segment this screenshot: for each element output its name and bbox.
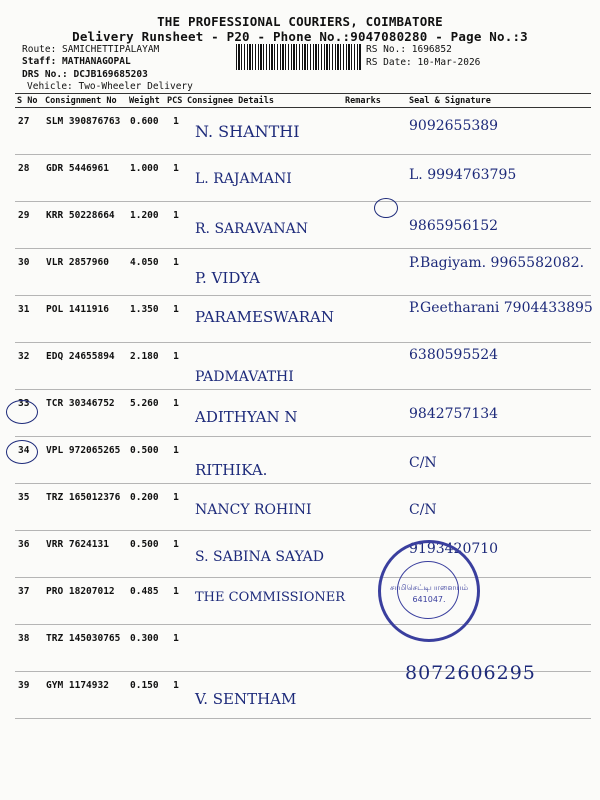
consignment-cell: GDR 5446961 bbox=[43, 155, 127, 202]
weight-cell: 4.050 bbox=[127, 249, 165, 296]
consignee-cell bbox=[185, 296, 343, 343]
consignee-handwriting: NANCY ROHINI bbox=[195, 502, 312, 518]
sno-cell: 29 bbox=[15, 202, 43, 249]
sno-cell: 33 bbox=[15, 390, 43, 437]
sno-cell: 30 bbox=[15, 249, 43, 296]
table-row bbox=[15, 296, 591, 343]
sno-cell: 38 bbox=[15, 625, 43, 672]
rs-date: RS Date: 10-Mar-2026 bbox=[366, 57, 481, 68]
consignee-cell bbox=[185, 343, 343, 390]
signature-handwriting: C/N bbox=[409, 502, 437, 518]
col-consignee: Consignee Details bbox=[185, 94, 343, 108]
consignee-cell bbox=[185, 531, 343, 578]
remarks-cell bbox=[343, 484, 395, 531]
weight-cell: 1.200 bbox=[127, 202, 165, 249]
signature-handwriting: P.Geetharani 7904433895 bbox=[409, 300, 593, 316]
consignment-cell: VRR 7624131 bbox=[43, 531, 127, 578]
consignment-cell: EDQ 24655894 bbox=[43, 343, 127, 390]
rs-number: RS No.: 1696852 bbox=[366, 44, 452, 55]
route-label: Route: SAMICHETTIPALAYAM bbox=[22, 44, 160, 55]
col-remarks: Remarks bbox=[343, 94, 395, 108]
signature-handwriting: 9193420710 bbox=[409, 541, 499, 557]
consignee-cell bbox=[185, 484, 343, 531]
signature-cell bbox=[395, 343, 591, 390]
barcode bbox=[236, 44, 361, 70]
pcs-cell: 1 bbox=[165, 343, 185, 390]
weight-cell: 0.200 bbox=[127, 484, 165, 531]
consignee-cell bbox=[185, 625, 343, 672]
consignee-cell bbox=[185, 249, 343, 296]
pcs-cell: 1 bbox=[165, 484, 185, 531]
col-signature: Seal & Signature bbox=[395, 94, 591, 108]
runsheet-table bbox=[15, 93, 591, 719]
handwritten-circle-34 bbox=[6, 400, 38, 424]
pcs-cell: 1 bbox=[165, 249, 185, 296]
remarks-cell bbox=[343, 672, 395, 719]
table-row bbox=[15, 578, 591, 625]
consignee-handwriting: PARAMESWARAN bbox=[195, 308, 335, 326]
consignee-cell bbox=[185, 672, 343, 719]
table-row bbox=[15, 484, 591, 531]
pcs-cell: 1 bbox=[165, 531, 185, 578]
weight-cell: 2.180 bbox=[127, 343, 165, 390]
remarks-cell bbox=[343, 437, 395, 484]
consignee-handwriting: PADMAVATHI bbox=[195, 369, 294, 385]
sno-cell: 34 bbox=[15, 437, 43, 484]
consignment-cell: TRZ 165012376 bbox=[43, 484, 127, 531]
pcs-cell: 1 bbox=[165, 437, 185, 484]
consignee-cell bbox=[185, 390, 343, 437]
remarks-cell bbox=[343, 296, 395, 343]
table-row bbox=[15, 108, 591, 155]
signature-cell bbox=[395, 437, 591, 484]
signature-handwriting: L. 9994763795 bbox=[409, 167, 517, 183]
sno-cell: 28 bbox=[15, 155, 43, 202]
weight-cell: 0.485 bbox=[127, 578, 165, 625]
consignment-cell: GYM 1174932 bbox=[43, 672, 127, 719]
consignment-cell: VPL 972065265 bbox=[43, 437, 127, 484]
sno-cell: 31 bbox=[15, 296, 43, 343]
consignee-handwriting: R. SARAVANAN bbox=[195, 221, 308, 237]
table-row bbox=[15, 202, 591, 249]
vehicle-label: Vehicle: Two-Wheeler Delivery bbox=[27, 81, 193, 92]
remarks-cell bbox=[343, 343, 395, 390]
col-consignment: Consignment No bbox=[43, 94, 127, 108]
signature-cell bbox=[395, 296, 591, 343]
consignee-handwriting: RITHIKA. bbox=[195, 461, 268, 479]
consignment-cell: PRO 18207012 bbox=[43, 578, 127, 625]
pcs-cell: 1 bbox=[165, 155, 185, 202]
handwritten-circle-35 bbox=[6, 440, 38, 464]
pcs-cell: 1 bbox=[165, 108, 185, 155]
sno-cell: 35 bbox=[15, 484, 43, 531]
pcs-cell: 1 bbox=[165, 578, 185, 625]
sno-cell: 36 bbox=[15, 531, 43, 578]
consignment-cell: POL 1411916 bbox=[43, 296, 127, 343]
pcs-cell: 1 bbox=[165, 296, 185, 343]
footer-phone: 8072606295 bbox=[405, 662, 536, 684]
consignment-cell: TCR 30346752 bbox=[43, 390, 127, 437]
consignment-cell: TRZ 145030765 bbox=[43, 625, 127, 672]
consignee-handwriting: L. RAJAMANI bbox=[195, 171, 292, 187]
weight-cell: 0.500 bbox=[127, 531, 165, 578]
consignee-handwriting: ADITHYAN N bbox=[195, 408, 298, 426]
signature-cell bbox=[395, 108, 591, 155]
sno-cell: 32 bbox=[15, 343, 43, 390]
sno-cell: 39 bbox=[15, 672, 43, 719]
consignment-cell: VLR 2857960 bbox=[43, 249, 127, 296]
remarks-cell bbox=[343, 155, 395, 202]
signature-handwriting: 9092655389 bbox=[409, 118, 499, 134]
remarks-cell bbox=[343, 249, 395, 296]
signature-handwriting: 9842757134 bbox=[409, 406, 499, 422]
sno-cell: 27 bbox=[15, 108, 43, 155]
consignment-cell: SLM 390876763 bbox=[43, 108, 127, 155]
signature-handwriting: 9865956152 bbox=[409, 218, 499, 234]
stamp-pin: 641047. bbox=[412, 595, 446, 604]
consignee-cell bbox=[185, 578, 346, 625]
signature-cell bbox=[395, 249, 591, 296]
table-row bbox=[15, 249, 591, 296]
col-sno: S No bbox=[15, 94, 43, 108]
signature-cell bbox=[395, 155, 591, 202]
consignee-cell bbox=[185, 108, 343, 155]
consignee-handwriting: S. SABINA SAYAD bbox=[195, 549, 324, 565]
drs-label: DRS No.: DCJB169685203 bbox=[22, 69, 148, 80]
remarks-cell bbox=[343, 625, 395, 672]
table-row bbox=[15, 531, 591, 578]
seal-stamp bbox=[378, 540, 480, 642]
pcs-cell: 1 bbox=[165, 672, 185, 719]
table-row bbox=[15, 437, 591, 484]
weight-cell: 0.150 bbox=[127, 672, 165, 719]
weight-cell: 1.000 bbox=[127, 155, 165, 202]
signature-handwriting: 6380595524 bbox=[409, 347, 499, 363]
weight-cell: 1.350 bbox=[127, 296, 165, 343]
remarks-cell bbox=[343, 108, 395, 155]
signature-handwriting: P.Bagiyam. 9965582082. bbox=[409, 255, 585, 271]
consignee-cell bbox=[185, 437, 343, 484]
pcs-cell: 1 bbox=[165, 202, 185, 249]
consignee-handwriting: THE COMMISSIONER bbox=[195, 590, 346, 605]
table-row bbox=[15, 343, 591, 390]
signature-cell bbox=[395, 484, 591, 531]
weight-cell: 5.260 bbox=[127, 390, 165, 437]
signature-handwriting: C/N bbox=[409, 455, 437, 471]
weight-cell: 0.600 bbox=[127, 108, 165, 155]
company-title: THE PROFESSIONAL COURIERS, COIMBATORE bbox=[157, 14, 443, 29]
consignee-handwriting: V. SENTHAM bbox=[195, 690, 297, 708]
stamp-text: சாமிசெட்டிபாளையம் bbox=[389, 583, 469, 592]
remarks-cell bbox=[343, 390, 395, 437]
consignee-cell bbox=[185, 202, 343, 249]
pcs-cell: 1 bbox=[165, 390, 185, 437]
weight-cell: 0.300 bbox=[127, 625, 165, 672]
weight-cell: 0.500 bbox=[127, 437, 165, 484]
table-row bbox=[15, 155, 591, 202]
sno-cell: 37 bbox=[15, 578, 43, 625]
table-row bbox=[15, 390, 591, 437]
signature-cell bbox=[395, 390, 591, 437]
staff-label: Staff: MATHANAGOPAL bbox=[22, 56, 131, 67]
consignee-handwriting: P. VIDYA bbox=[195, 269, 260, 287]
pcs-cell: 1 bbox=[165, 625, 185, 672]
consignment-cell: KRR 50228664 bbox=[43, 202, 127, 249]
runsheet-subtitle: Delivery Runsheet - P20 - Phone No.:9047080280 - Page No.:3 bbox=[72, 29, 528, 44]
signature-cell bbox=[395, 202, 591, 249]
consignee-handwriting: N. SHANTHI bbox=[195, 122, 300, 141]
col-weight: Weight bbox=[127, 94, 165, 108]
col-pcs: PCS bbox=[165, 94, 185, 108]
handwritten-circle-29 bbox=[374, 198, 398, 218]
table-header-row bbox=[15, 94, 591, 108]
consignee-cell bbox=[185, 155, 343, 202]
